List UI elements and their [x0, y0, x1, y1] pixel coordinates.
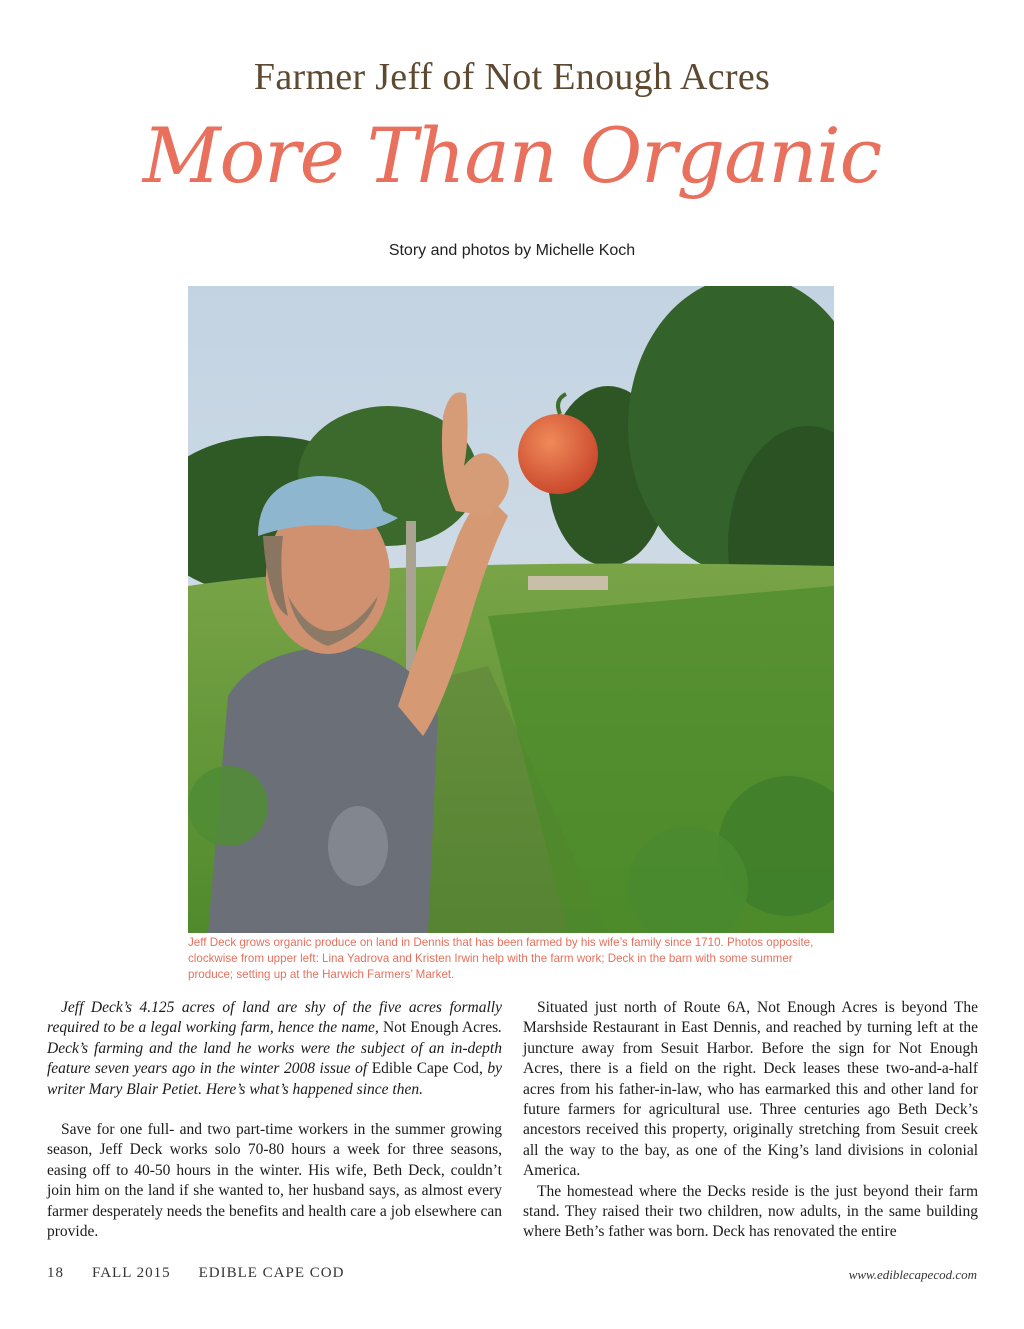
body-paragraph: Situated just north of Route 6A, Not Enough Acres is beyond The Marshside Restaurant in East Dennis, and reached by turning left at the juncture away from Sesuit Harbor. Before the sign for Not Enough Acres, there is a field on the right. Deck leases these two-and-a-half acres from his father-in-law, who has earmarked this and other land for future farmers for agricultural use. Three centuries ago Beth Deck’s ancestors received this property, originally stretching from Sesuit creek all the way to the bay, as one of the King’s land divisions in colonial America. [523, 999, 978, 1180]
website-link[interactable]: www.ediblecapecod.com [848, 1267, 977, 1282]
publication-name: EDIBLE CAPE COD [198, 1265, 345, 1281]
article-column-right [523, 998, 978, 1243]
byline: Story and photos by Michelle Koch [388, 242, 636, 259]
body-paragraph: Save for one full- and two part-time workers in the summer growing season, Jeff Deck works solo 70-80 hours a week for three seasons, easing off to 40-50 hours in the winter. His wife, Beth Deck, couldn’t join him on the land if she wanted to, her husband says, as almost every farmer desperately needs the benefits and health care a job elsewhere can provide. [47, 1121, 502, 1241]
article-kicker: Farmer Jeff of Not Enough Acres [253, 56, 771, 98]
farmer-photo [188, 286, 834, 933]
article-column-left [47, 998, 502, 1242]
body-paragraph: The homestead where the Decks reside is the just beyond their farm stand. They raised their two children, now adults, in the same building where Beth’s father was born. Deck has renovated the entire [523, 1182, 978, 1241]
article-headline: More Than Organic [142, 111, 882, 200]
page-footer [47, 1265, 372, 1282]
photo-caption: Jeff Deck grows organic produce on land in Dennis that has been farmed by his wife’s family since 1710. Photos opposite, clockwise from upper left: Lina Yadrova and Kristen Irwin help with the farm work; Deck in the barn with some summer produce; setting up at the Harwich Farmers’ Market. [188, 936, 814, 981]
intro-paragraph: Jeff Deck’s 4.125 acres of land are shy of the five acres formally required to be a legal working farm, hence the name, Not Enough Acres. Deck’s farming and the land he works were the subject of an in-depth feature seven years ago in the winter 2008 issue of Edible Cape Cod, by writer Mary Blair Petiet. Here’s what’s happened since then. [47, 999, 502, 1098]
page-number: 18 [47, 1265, 64, 1281]
issue-label: FALL 2015 [92, 1265, 171, 1281]
